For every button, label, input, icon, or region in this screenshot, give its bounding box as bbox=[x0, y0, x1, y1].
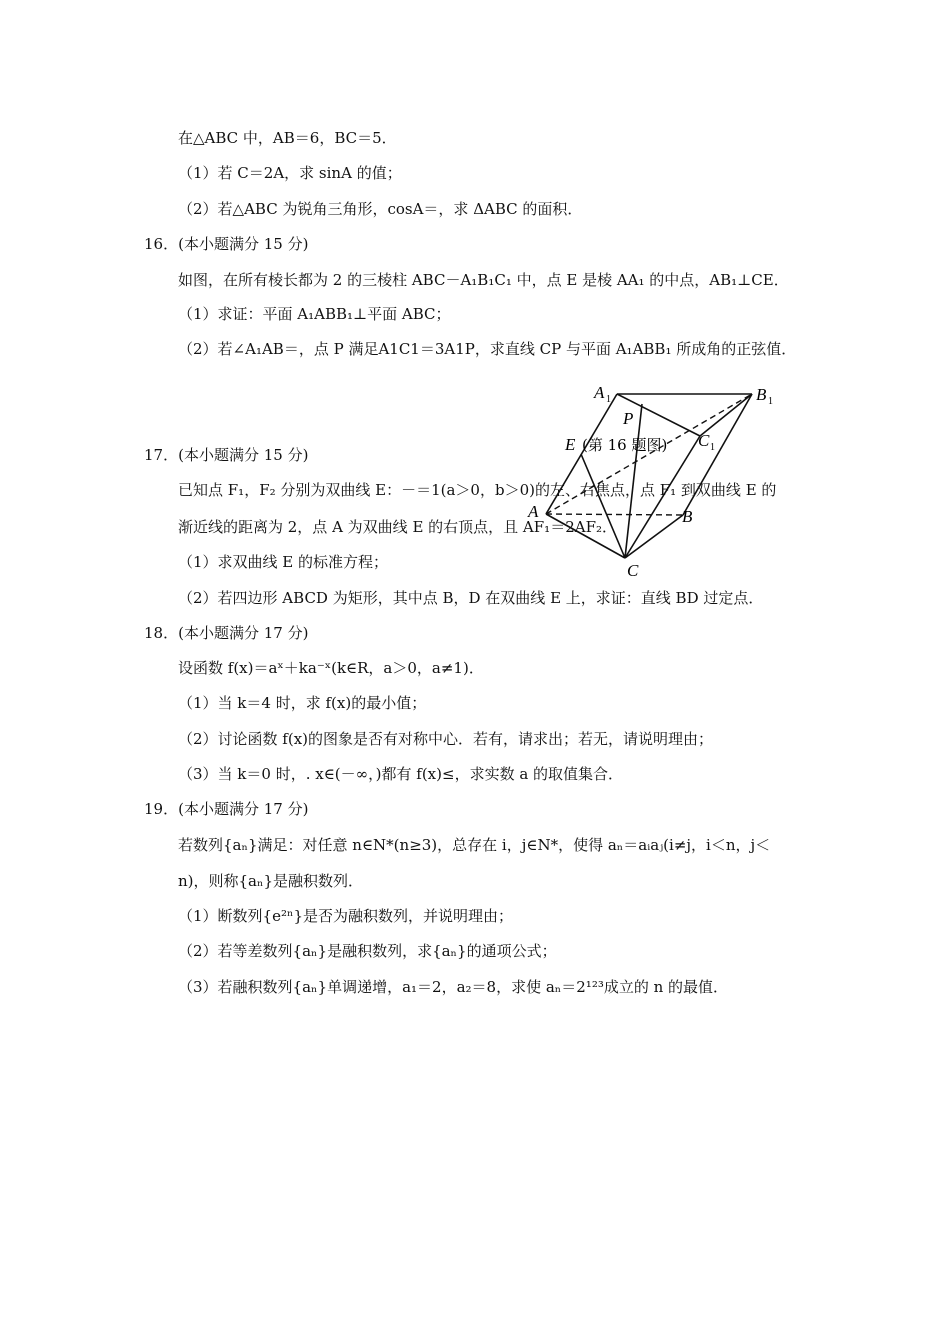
label-P: P bbox=[623, 409, 634, 428]
problem-16-part-2: （2）若∠A₁AB＝，点 P 满足A1C1＝3A1P，求直线 CP 与平面 A₁ABB₁ 所成角的正弦值． bbox=[178, 340, 797, 358]
segment-A-B1-hidden bbox=[546, 394, 752, 514]
problem-17-condition-line-2: 渐近线的距离为 2，点 A 为双曲线 E 的右顶点，且 AF₁＝2AF₂． bbox=[178, 518, 617, 536]
label-A1: A bbox=[594, 383, 605, 402]
problem-15-part-1: （1）若 C＝2A，求 sinA 的值； bbox=[178, 164, 402, 182]
problem-18-part-3: （3）当 k＝0 时，. x∈(－∞，)都有 f(x)≤，求实数 a 的取值集合． bbox=[178, 765, 624, 783]
problem-17-header: 17．(本小题满分 15 分) bbox=[144, 446, 309, 464]
prism-figure bbox=[520, 378, 790, 588]
problem-17-part-1: （1）求双曲线 E 的标准方程； bbox=[178, 553, 389, 571]
problem-19-part-3: （3）若融积数列{aₙ}单调递增，a₁＝2，a₂＝8，求使 aₙ＝2¹²³成立的 n 的最值． bbox=[178, 978, 729, 996]
label-B: B bbox=[682, 507, 693, 526]
problem-19-condition-line-1: 若数列{aₙ}满足：对任意 n∈N*(n≥3)，总存在 i，j∈N*，使得 aₙ＝aᵢaⱼ(i≠j，i＜n，j＜ bbox=[178, 836, 771, 854]
label-C1-subscript: 1 bbox=[710, 442, 715, 453]
problem-18-part-1: （1）当 k＝4 时，求 f(x)的最小值； bbox=[178, 694, 427, 712]
label-A: A bbox=[528, 502, 539, 521]
label-E: E bbox=[565, 435, 576, 454]
problem-19-condition-line-2: n)，则称{aₙ}是融积数列． bbox=[178, 872, 364, 890]
problem-18-condition: 设函数 f(x)＝aˣ＋ka⁻ˣ(k∈R，a＞0，a≠1)． bbox=[178, 659, 484, 677]
label-B1: B bbox=[756, 385, 767, 404]
label-A1-subscript: 1 bbox=[606, 394, 611, 405]
edge-B1-C1 bbox=[700, 394, 752, 436]
problem-18-header: 18．(本小题满分 17 分) bbox=[144, 624, 309, 642]
edge-A-C bbox=[546, 514, 625, 558]
edge-B1-B bbox=[683, 394, 752, 515]
prism-edges bbox=[546, 394, 752, 558]
problem-15-condition: 在△ABC 中，AB＝6，BC＝5． bbox=[178, 129, 397, 147]
problem-17-condition-line-1: 已知点 F₁，F₂ 分别为双曲线 E：－＝1(a＞0，b＞0)的左、右焦点，点 F₁ 到双曲线 E 的 bbox=[178, 481, 777, 499]
edge-B-C bbox=[625, 515, 683, 558]
label-B1-subscript: 1 bbox=[768, 396, 773, 407]
label-C: C bbox=[627, 561, 639, 580]
hidden-edges bbox=[546, 394, 752, 515]
problem-19-part-2: （2）若等差数列{aₙ}是融积数列，求{aₙ}的通项公式； bbox=[178, 942, 557, 960]
problem-17-part-2: （2）若四边形 ABCD 为矩形，其中点 B，D 在双曲线 E 上，求证：直线 BD 过定点． bbox=[178, 589, 764, 607]
figure-caption: (第 16 题图) bbox=[582, 436, 668, 454]
problem-16-condition: 如图，在所有棱长都为 2 的三棱柱 ABC－A₁B₁C₁ 中，点 E 是棱 AA₁ 的中点，AB₁⊥CE． bbox=[178, 271, 789, 289]
problem-15-part-2: （2）若△ABC 为锐角三角形，cosA＝，求 ΔABC 的面积． bbox=[178, 200, 583, 218]
problem-19-header: 19．(本小题满分 17 分) bbox=[144, 800, 309, 818]
problem-18-part-2: （2）讨论函数 f(x)的图象是否有对称中心．若有，请求出；若无，请说明理由； bbox=[178, 730, 714, 748]
edge-A-B-hidden bbox=[546, 514, 683, 515]
label-C1: C bbox=[698, 431, 710, 450]
problem-16-part-1: （1）求证：平面 A₁ABB₁⊥平面 ABC； bbox=[178, 305, 451, 323]
segment-C-E bbox=[581, 454, 625, 558]
problem-16-header: 16．(本小题满分 15 分) bbox=[144, 235, 309, 253]
problem-19-part-1: （1）断数列{e²ⁿ}是否为融积数列，并说明理由； bbox=[178, 907, 514, 925]
